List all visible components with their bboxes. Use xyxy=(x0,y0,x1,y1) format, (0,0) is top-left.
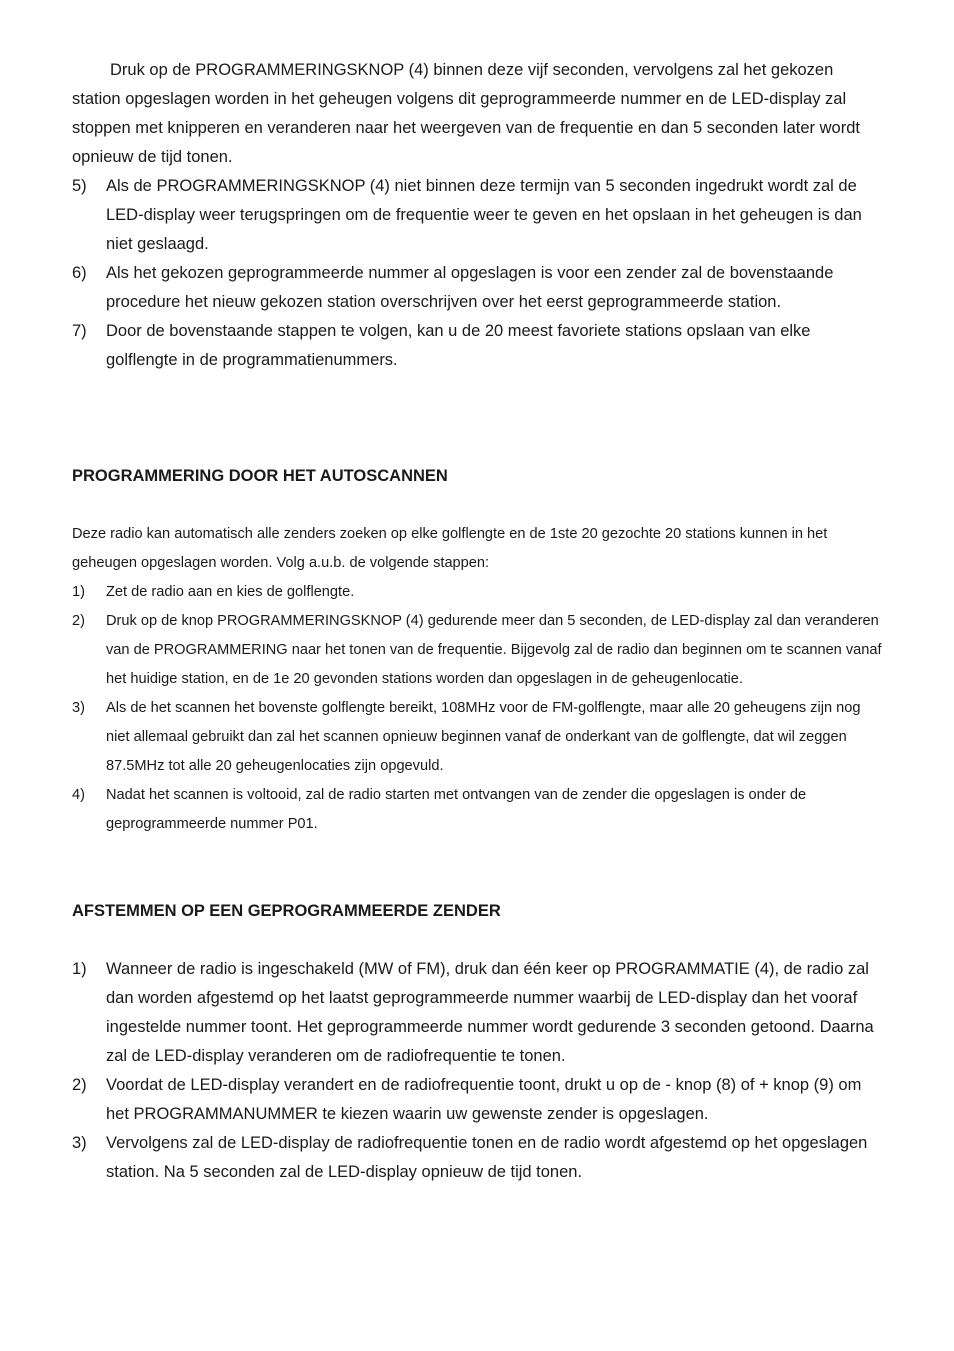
item-text: Zet de radio aan en kies de golflengte. xyxy=(106,584,355,600)
item-number: 7) xyxy=(72,322,87,340)
autoscan-heading: PROGRAMMERING DOOR HET AUTOSCANNEN xyxy=(72,467,448,485)
tuning-section xyxy=(72,897,882,1187)
item-number: 3) xyxy=(72,1134,87,1152)
list-item xyxy=(72,1071,882,1129)
item-number: 2) xyxy=(72,613,85,629)
autoscan-section xyxy=(72,462,882,839)
intro-paragraph: Druk op de PROGRAMMERINGSKNOP (4) binnen deze vijf seconden, vervolgens zal het gekozen station opgeslagen worden in het geheugen volgens dit geprogrammeerde nummer en de LED-display zal stoppen met knipperen en veranderen naar het weergeven van de frequentie en dan 5 seconden later wordt opnieuw de tijd tonen. xyxy=(72,61,860,166)
list-item xyxy=(72,607,882,694)
tuning-list xyxy=(72,955,882,1187)
intro-list xyxy=(72,172,882,375)
document-page xyxy=(72,56,882,1187)
item-text: Druk op de knop PROGRAMMERINGSKNOP (4) gedurende meer dan 5 seconden, de LED-display zal dan veranderen van de PROGRAMMERING naar het tonen van de frequentie. Bijgevolg zal de radio dan beginnen om te scannen vanaf het huidige station, en de 1e 20 gevonden stations worden dan opgeslagen in de geheugenlocatie. xyxy=(106,613,882,687)
list-item xyxy=(72,172,882,259)
item-text: Als de het scannen het bovenste golflengte bereikt, 108MHz voor de FM-golflengte, maar alle 20 geheugens zijn nog niet allemaal gebruikt dan zal het scannen opnieuw beginnen vanaf de onderkant van de golflengte, dat wil zeggen 87.5MHz tot alle 20 geheugenlocaties zijn opgevuld. xyxy=(106,700,861,774)
item-text: Vervolgens zal de LED-display de radiofrequentie tonen en de radio wordt afgestemd op het opgeslagen station. Na 5 seconden zal de LED-display opnieuw de tijd tonen. xyxy=(106,1134,868,1181)
list-item xyxy=(72,781,882,839)
item-text: Als het gekozen geprogrammeerde nummer al opgeslagen is voor een zender zal de bovenstaande procedure het nieuw gekozen station overschrijven over het eerst geprogrammeerde station. xyxy=(106,264,834,311)
item-number: 1) xyxy=(72,960,87,978)
item-number: 6) xyxy=(72,264,87,282)
item-text: Als de PROGRAMMERINGSKNOP (4) niet binnen deze termijn van 5 seconden ingedrukt wordt zal de LED-display weer terugspringen om de frequentie weer te geven en het opslaan in het geheugen is dan niet geslaagd. xyxy=(106,177,862,253)
item-number: 4) xyxy=(72,787,85,803)
item-text: Door de bovenstaande stappen te volgen, kan u de 20 meest favoriete stations opslaan van elke golflengte in de programmatienummers. xyxy=(106,322,811,369)
list-item xyxy=(72,259,882,317)
item-number: 5) xyxy=(72,177,87,195)
item-text: Wanneer de radio is ingeschakeld (MW of FM), druk dan één keer op PROGRAMMATIE (4), de radio zal dan worden afgestemd op het laatst geprogrammeerde nummer waarbij de LED-display dan het vooraf ingestelde nummer toont. Het geprogrammeerde nummer wordt gedurende 3 seconden getoond. Daarna zal de LED-display veranderen om de radiofrequentie te tonen. xyxy=(106,960,874,1065)
item-text: Voordat de LED-display verandert en de radiofrequentie toont, drukt u op de - knop (8) of + knop (9) om het PROGRAMMANUMMER te kiezen waarin uw gewenste zender is opgeslagen. xyxy=(106,1076,862,1123)
list-item xyxy=(72,1129,882,1187)
autoscan-list xyxy=(72,578,882,839)
list-item xyxy=(72,694,882,781)
item-text: Nadat het scannen is voltooid, zal de radio starten met ontvangen van de zender die opgeslagen is onder de geprogrammeerde nummer P01. xyxy=(106,787,807,832)
list-item xyxy=(72,955,882,1071)
item-number: 1) xyxy=(72,584,85,600)
item-number: 2) xyxy=(72,1076,87,1094)
autoscan-paragraph: Deze radio kan automatisch alle zenders zoeken op elke golflengte en de 1ste 20 gezochte 20 stations kunnen in het geheugen opgeslagen worden. Volg a.u.b. de volgende stappen: xyxy=(72,526,828,571)
tuning-heading: AFSTEMMEN OP EEN GEPROGRAMMEERDE ZENDER xyxy=(72,902,501,920)
list-item xyxy=(72,317,882,375)
item-number: 3) xyxy=(72,700,85,716)
list-item xyxy=(72,578,882,607)
intro-section xyxy=(72,56,882,375)
